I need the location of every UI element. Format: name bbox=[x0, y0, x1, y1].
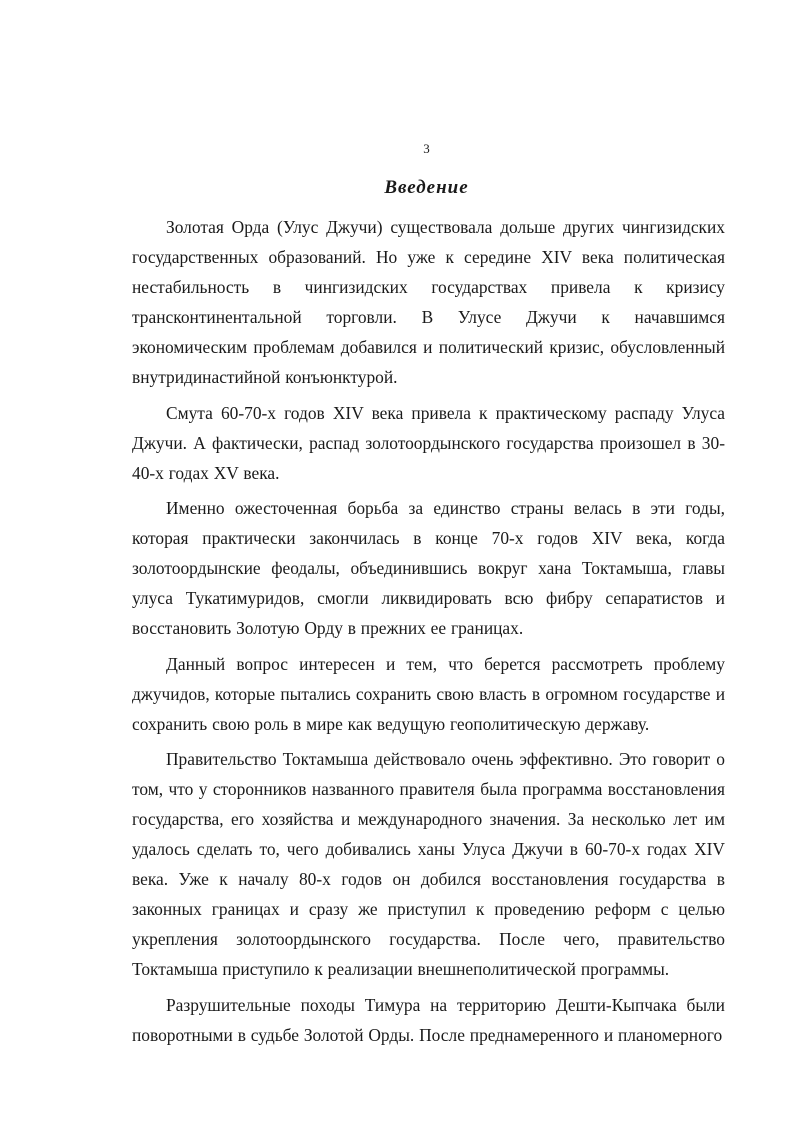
paragraph-6: Разрушительные походы Тимура на территорию Дешти-Кыпчака были поворотными в судьбе Золотой Орды. После преднамеренного и планомерного bbox=[132, 994, 725, 1045]
paragraph-2: Смута 60-70-х годов XIV века привела к практическому распаду Улуса Джучи. А фактически, распад золотоордынского государства произошел в 30-40-х годах XV века. bbox=[132, 402, 725, 483]
section-heading: Введение bbox=[384, 177, 469, 198]
paragraph-1: Золотая Орда (Улус Джучи) существовала дольше других чингизидских государственных образований. Но уже к середине XIV века политическая нестабильность в чингизидских государствах привела к кризису трансконтинентальной торговли. В Улусе Джучи к начавшимся экономическим проблемам добавился и политический кризис, обусловленный внутридинастийной конъюнктурой. bbox=[132, 217, 725, 387]
paragraph-5: Правительство Токтамыша действовало очень эффективно. Это говорит о том, что у сторонников названного правителя была программа восстановления государства, его хозяйства и международного значения. За несколько лет им удалось сделать то, чего добивались ханы Улуса Джучи в 60-70-х годах XIV века. Уже к началу 80-х годов он добился восстановления государства в законных границах и сразу же приступил к проведению реформ с целью укрепления золотоордынского государства. После чего, правительство Токтамыша приступило к реализации внешнеполитической программы. bbox=[132, 749, 725, 980]
paragraph-4: Данный вопрос интересен и тем, что берется рассмотреть проблему джучидов, которые пытались сохранить свою власть в огромном государстве и сохранить свою роль в мире как ведущую геополитическую державу. bbox=[132, 653, 725, 734]
page-number: 3 bbox=[423, 141, 430, 156]
paragraph-3: Именно ожесточенная борьба за единство страны велась в эти годы, которая практически закончилась в конце 70-х годов XIV века, когда золотоордынские феодалы, объединившись вокруг хана Токтамыша, главы улуса Тукатимуридов, смогли ликвидировать всю фибру сепаратистов и восстановить Золотую Орду в прежних ее границах. bbox=[132, 498, 725, 639]
body-text bbox=[132, 212, 725, 1056]
